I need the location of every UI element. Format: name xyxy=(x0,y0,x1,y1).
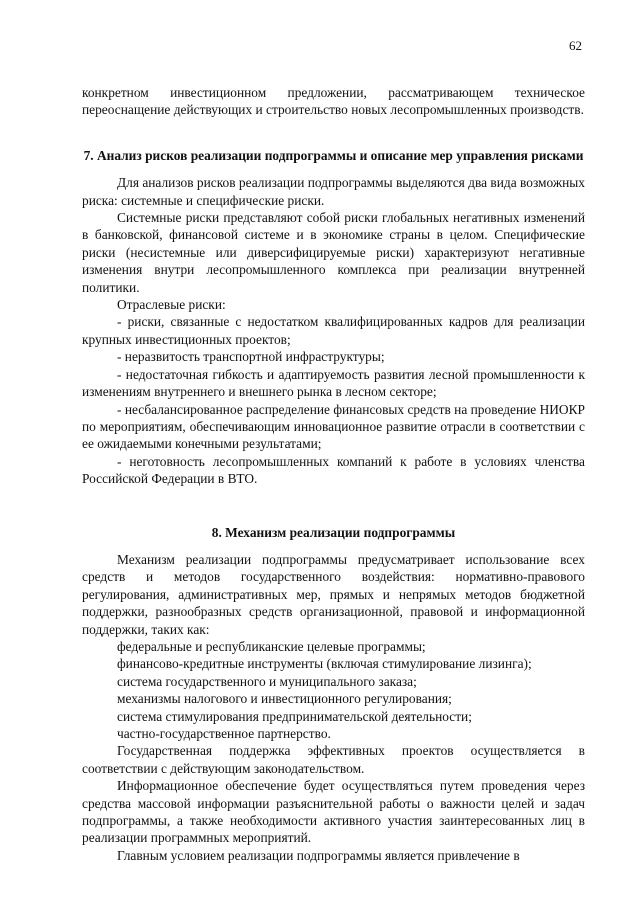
mechanism-list-item: федеральные и республиканские целевые программы; xyxy=(117,638,426,654)
section-8-paragraph-4: Главным условием реализации подпрограммы является привлечение в xyxy=(117,847,520,863)
risk-item: - неготовность лесопромышленных компаний к работе в условиях членства Российской Федерации в ВТО. xyxy=(82,453,585,487)
mechanism-list-item: система стимулирования предпринимательской деятельности; xyxy=(117,708,472,724)
page-number: 62 xyxy=(569,38,582,53)
section-8-paragraph-1: Механизм реализации подпрограммы предусматривает использование всех средств и методов государственного воздействия: нормативно-правового регулирования, административных мер, прямых и непрямых методов бюджетной поддержки, разнообразных средств организационной, правовой и информационной поддержки, таких как: xyxy=(82,551,585,637)
mechanism-list-item: частно-государственное партнерство. xyxy=(117,726,331,741)
section-7-paragraph-3: Отраслевые риски: xyxy=(117,297,226,313)
mechanism-list-item: система государственного и муниципального заказа; xyxy=(117,673,417,689)
mechanism-list-item: финансово-кредитные инструменты (включая стимулирование лизинга); xyxy=(117,656,532,672)
section-8-heading: 8. Механизм реализации подпрограммы xyxy=(211,524,456,540)
risk-item: - неразвитость транспортной инфраструктуры; xyxy=(117,349,385,365)
section-8-paragraph-3: Информационное обеспечение будет осуществляться путем проведения через средства массовой информации разъяснительной работы о важности целей и задач подпрограммы, а также необходимости активного участия заинтересованных лиц в реализации программных мероприятий. xyxy=(82,778,585,846)
section-7-heading: 7. Анализ рисков реализации подпрограммы и описание мер управления рисками xyxy=(83,147,584,163)
risk-item: - риски, связанные с недостатком квалифицированных кадров для реализации крупных инвестиционных проектов; xyxy=(82,314,585,347)
section-7-paragraph-1: Для анализов рисков реализации подпрограммы выделяются два вида возможных риска: системные и специфические риски. xyxy=(82,175,585,208)
risk-item: - несбалансированное распределение финансовых средств на проведение НИОКР по мероприятиям, обеспечивающим инновационное развитие отрасли в соответствии с ее ожидаемыми конечными результатами; xyxy=(82,401,585,452)
risk-item: - недостаточная гибкость и адаптируемость развития лесной промышленности к изменениям внутреннего и внешнего рынка в лесном секторе; xyxy=(82,366,585,400)
section-8-paragraph-2: Государственная поддержка эффективных проектов осуществляется в соответствии с действующим законодательством. xyxy=(82,743,585,776)
mechanism-list-item: механизмы налогового и инвестиционного регулирования; xyxy=(117,691,452,707)
section-7-paragraph-2: Системные риски представляют собой риски глобальных негативных изменений в банковской, финансовой системе и в экономике страны в целом. Специфические риски (несистемные или диверсифицируемые риски) характеризуют негативные изменения внутри лесопромышленного комплекса при реализации внутренней политики. xyxy=(82,210,585,295)
intro-paragraph: конкретном инвестиционном предложении, рассматривающем техническое переоснащение действующих и строительство новых лесопромышленных производств. xyxy=(82,85,585,118)
page-content xyxy=(82,84,585,864)
